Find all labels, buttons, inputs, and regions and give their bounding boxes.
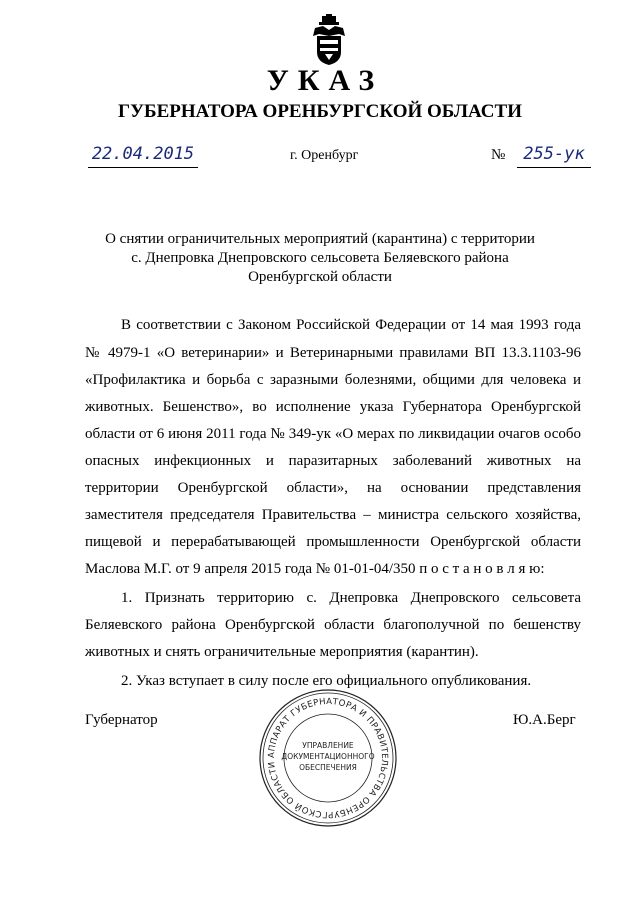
document-subtitle: ГУБЕРНАТОРА ОРЕНБУРГСКОЙ ОБЛАСТИ <box>118 101 522 122</box>
document-subject <box>0 230 640 287</box>
body-line: области от 6 июня 2011 года № 349-ук «О мерах по ликвидации очагов особо <box>85 426 581 442</box>
document-number: 255-ук <box>517 141 591 168</box>
body-line: Маслова М.Г. от 9 апреля 2015 года № 01-01-04/350 п о с т а н о в л я ю: <box>85 561 545 577</box>
body-line: Беляевского района Оренбургской области благополучной по бешенству <box>85 617 581 633</box>
signatory-position: Губернатор <box>85 712 158 728</box>
document-city: г. Оренбург <box>290 148 359 163</box>
stamp-center-line: ДОКУМЕНТАЦИОННОГО <box>281 752 375 761</box>
subject-line: Оренбургской области <box>248 269 392 285</box>
stamp-center-line: ОБЕСПЕЧЕНИЯ <box>299 763 357 772</box>
document-title: УКАЗ <box>266 64 384 97</box>
signatory-name: Ю.А.Берг <box>513 712 576 728</box>
subject-line: О снятии ограничительных мероприятий (карантина) с территории <box>105 231 535 247</box>
body-line: территории Оренбургской области», на основании представления <box>85 480 581 496</box>
document-date: 22.04.2015 <box>88 141 198 168</box>
coat-of-arms-icon <box>309 14 349 66</box>
body-line: опасных инфекционных и паразитарных заболеваний животных на <box>85 453 581 469</box>
body-line: пищевой и перерабатывающей промышленности Оренбургской области <box>85 534 581 550</box>
body-line: животных и снять ограничительные мероприятия (карантин). <box>85 644 479 660</box>
body-line: заместителя председателя Правительства – министра сельского хозяйства, <box>85 507 581 523</box>
stamp-ring-text: АППАРАТ ГУБЕРНАТОРА И ПРАВИТЕЛЬСТВА ОРЕНБУРГСКОЙ ОБЛАСТИ <box>266 696 390 820</box>
body-line: животных. Бешенство», во исполнение указа Губернатора Оренбургской <box>85 399 581 415</box>
body-line: В соответствии с Законом Российской Федерации от 14 мая 1993 года <box>121 317 581 333</box>
stamp-center-line: УПРАВЛЕНИЕ <box>302 741 354 750</box>
subject-line: с. Днепровка Днепровского сельсовета Беляевского района <box>131 250 509 266</box>
body-line: «Профилактика и борьба с заразными болезнями, общими для человека и <box>85 372 581 388</box>
body-line: № 4979-1 «О ветеринарии» и Ветеринарными правилами ВП 13.3.1103-96 <box>85 345 581 361</box>
official-stamp <box>258 688 398 828</box>
body-line: 2. Указ вступает в силу после его официального опубликования. <box>121 673 532 689</box>
number-sign: № <box>491 147 506 163</box>
body-line: 1. Признать территорию с. Днепровка Днепровского сельсовета <box>121 590 581 606</box>
